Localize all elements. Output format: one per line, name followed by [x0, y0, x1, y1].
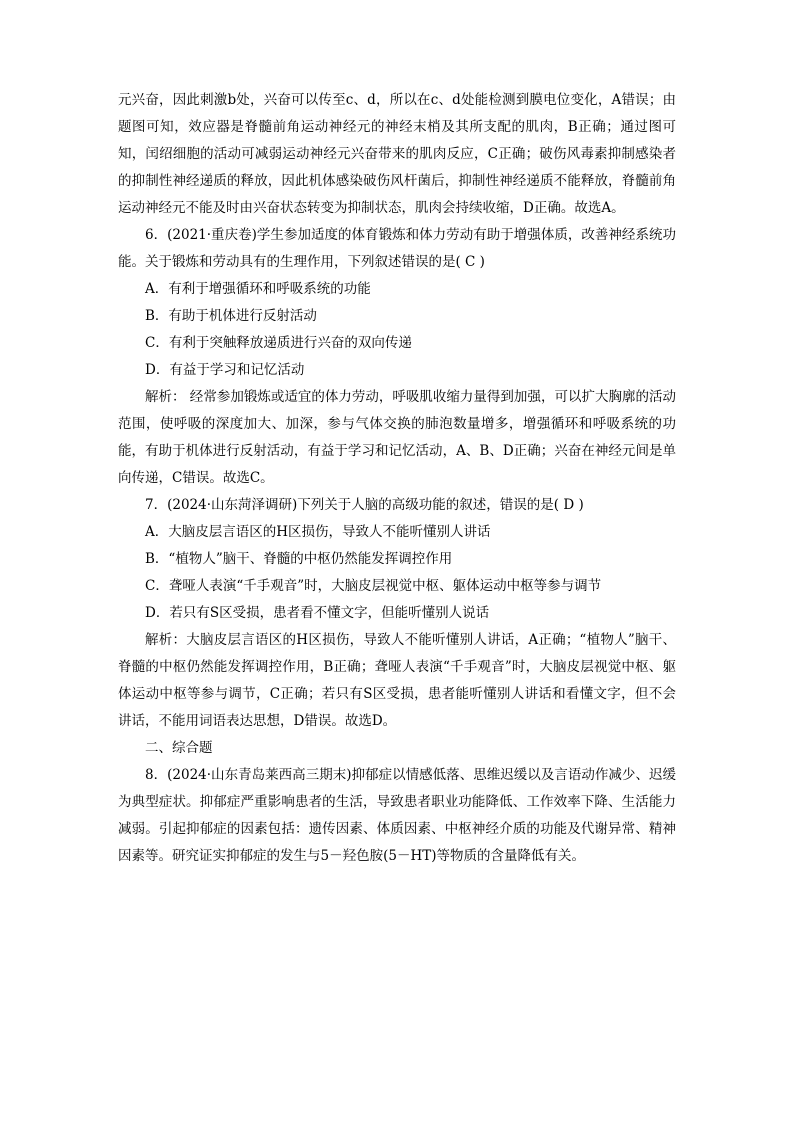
question-6-analysis: 解析： 经常参加锻炼或适宜的体力劳动，呼吸肌收缩力量得到加强，可以扩大胸廓的活动范围，使呼吸的深度加大、加深，参与气体交换的肺泡数量增多，增强循环和呼吸系统的功能，有助于机体进行反射活动，有益于学习和记忆活动，A、B、D正确；兴奋在神经元间是单向传递，C错误。故选C。 [118, 389, 676, 486]
section-title: 二、综合题 [145, 740, 213, 756]
question-8-stem: 8．(2024·山东青岛莱西高三期末)抑郁症以情感低落、思维迟缓以及言语动作减少、迟缓为典型症状。抑郁症严重影响患者的生活，导致患者职业功能降低、工作效率下降、生活能力减弱。引起抑郁症的因素包括：遗传因素、体质因素、中枢神经介质的功能及代谢异常、精神因素等。研究证实抑郁症的发生与5－羟色胺(5－HT)等物质的含量降低有关。 [118, 767, 676, 864]
question-6-option-d: D．有益于学习和记忆活动 [145, 362, 305, 378]
document-page [118, 87, 676, 870]
previous-analysis-continuation: 元兴奋，因此刺激b处，兴奋可以传至c、d，所以在c、d处能检测到膜电位变化，A错误；由题图可知，效应器是脊髓前角运动神经元的神经末梢及其所支配的肌肉，B正确；通过图可知，闰绍细胞的活动可减弱运动神经元兴奋带来的肌肉反应，C正确；破伤风毒素抑制感染者的抑制性神经递质的释放，因此机体感染破伤风杆菌后，抑制性神经递质不能释放，脊髓前角运动神经元不能及时由兴奋状态转变为抑制状态，肌肉会持续收缩，D正确。故选A。 [118, 92, 676, 216]
question-7-stem: 7．(2024·山东菏泽调研)下列关于人脑的高级功能的叙述，错误的是( D ) [145, 497, 584, 513]
question-6-option-a: A．有利于增强循环和呼吸系统的功能 [145, 281, 371, 297]
question-7-option-a: A．大脑皮层言语区的H区损伤，导致人不能听懂别人讲话 [145, 524, 491, 540]
question-7-option-b: B．“植物人”脑干、脊髓的中枢仍然能发挥调控作用 [145, 551, 453, 567]
question-7-option-d: D．若只有S区受损，患者看不懂文字，但能听懂别人说话 [145, 605, 490, 621]
question-7-option-c: C．聋哑人表演“千手观音”时，大脑皮层视觉中枢、躯体运动中枢等参与调节 [145, 578, 602, 594]
question-6-option-c: C．有利于突触释放递质进行兴奋的双向传递 [145, 335, 412, 351]
question-6-stem: 6．(2021·重庆卷)学生参加适度的体育锻炼和体力劳动有助于增强体质，改善神经系统功能。关于锻炼和劳动具有的生理作用，下列叙述错误的是( C ) [118, 227, 676, 270]
question-7-analysis: 解析：大脑皮层言语区的H区损伤，导致人不能听懂别人讲话，A正确；“植物人”脑干、脊髓的中枢仍然能发挥调控作用，B正确；聋哑人表演“千手观音”时，大脑皮层视觉中枢、躯体运动中枢等参与调节，C正确；若只有S区受损，患者能听懂别人讲话和看懂文字，但不会讲话，不能用词语表达思想，D错误。故选D。 [118, 632, 676, 729]
question-6-option-b: B．有助于机体进行反射活动 [145, 308, 317, 324]
